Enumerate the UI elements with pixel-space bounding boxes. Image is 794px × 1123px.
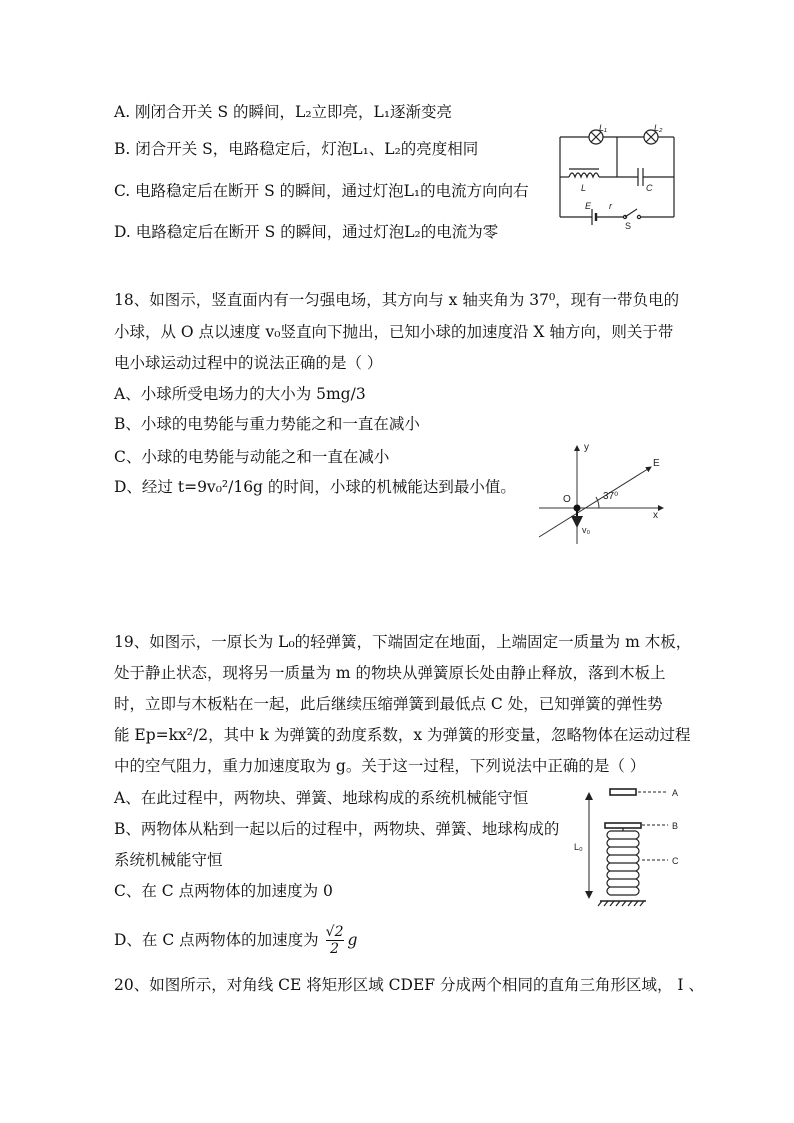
q19-option-a: A、在此过程中，两物块、弹簧、地球构成的系统机械能守恒 bbox=[114, 789, 529, 807]
q17-option-d: D. 电路稳定后在断开 S 的瞬间，通过灯泡L₂的电流为零 bbox=[114, 223, 499, 241]
label-switch: S bbox=[625, 221, 632, 231]
q19-option-d bbox=[114, 922, 357, 958]
label-v0: v₀ bbox=[582, 525, 591, 535]
q17-option-c: C. 电路稳定后在断开 S 的瞬间，通过灯泡L₁的电流方向向右 bbox=[114, 182, 529, 200]
q17-option-a: A. 刚闭合开关 S 的瞬间，L₂立即亮，L₁逐渐变亮 bbox=[114, 103, 453, 121]
spring-figure bbox=[572, 784, 690, 912]
q19-option-d-prefix: D、在 C 点两物体的加速度为 bbox=[114, 931, 319, 949]
q19-stem-line-2: 处于静止状态，现将另一质量为 m 的物块从弹簧原长处由静止释放，落到木板上 bbox=[114, 664, 666, 682]
q18-option-b: B、小球的电势能与重力势能之和一直在减小 bbox=[114, 415, 420, 433]
q19-option-c: C、在 C 点两物体的加速度为 0 bbox=[114, 882, 333, 900]
q18-stem-line-1: 18、如图示，竖直面内有一匀强电场，其方向与 x 轴夹角为 37⁰，现有一带负电的 bbox=[114, 291, 680, 309]
q19-option-b-cont: 系统机械能守恒 bbox=[114, 851, 223, 869]
q19-stem-line-5: 中的空气阻力，重力加速度取为 g。关于这一过程，下列说法中正确的是（ ） bbox=[114, 757, 646, 775]
q18-stem-line-2: 小球，从 O 点以速度 v₀竖直向下抛出，已知小球的加速度沿 X 轴方向，则关于带 bbox=[114, 323, 674, 341]
label-l1: L₁ bbox=[599, 123, 607, 133]
label-r: r bbox=[609, 201, 612, 211]
q19-option-b: B、两物体从粘到一起以后的过程中，两物块、弹簧、地球构成的 bbox=[114, 820, 560, 838]
field-figure bbox=[533, 440, 673, 546]
q18-option-a: A、小球所受电场力的大小为 5mg/3 bbox=[114, 385, 366, 403]
fraction-suffix: g bbox=[347, 931, 358, 949]
label-l0: L₀ bbox=[574, 842, 583, 852]
label-inductor: L bbox=[581, 183, 587, 193]
label-emf: E bbox=[585, 201, 592, 211]
label-y-axis: y bbox=[584, 442, 589, 453]
label-a: A bbox=[672, 788, 679, 798]
q19-stem-line-1: 19、如图示，一原长为 L₀的轻弹簧，下端固定在地面，上端固定一质量为 m 木板， bbox=[114, 633, 692, 651]
label-l2: L₂ bbox=[654, 123, 663, 133]
q18-stem-line-3: 电小球运动过程中的说法正确的是（ ） bbox=[114, 354, 383, 372]
fraction-denominator: 2 bbox=[330, 940, 340, 957]
q18-option-d: D、经过 t=9v₀²/16g 的时间，小球的机械能达到最小值。 bbox=[114, 478, 516, 496]
q19-option-d-fraction bbox=[324, 924, 346, 957]
circuit-figure bbox=[553, 122, 683, 232]
label-angle: 37⁰ bbox=[603, 491, 619, 502]
label-capacitor: C bbox=[646, 183, 653, 193]
label-origin: O bbox=[563, 494, 571, 505]
q20-stem-line-1: 20、如图所示，对角线 CE 将矩形区域 CDEF 分成两个相同的直角三角形区域， Ⅰ 、 bbox=[114, 976, 704, 994]
q18-option-c: C、小球的电势能与动能之和一直在减小 bbox=[114, 448, 390, 466]
q19-stem-line-3: 时，立即与木板粘在一起，此后继续压缩弹簧到最低点 C 处，已知弹簧的弹性势 bbox=[114, 695, 663, 713]
q17-option-b: B. 闭合开关 S，电路稳定后，灯泡L₁、L₂的亮度相同 bbox=[114, 140, 479, 158]
fraction-numerator: √2 bbox=[325, 923, 344, 940]
label-field-e: E bbox=[653, 458, 660, 469]
q19-stem-line-4: 能 Ep=kx²/2，其中 k 为弹簧的劲度系数，x 为弹簧的形变量，忽略物体在运动过程 bbox=[114, 726, 691, 744]
label-b: B bbox=[672, 821, 679, 831]
label-x-axis: x bbox=[653, 510, 658, 521]
label-c: C bbox=[672, 856, 679, 866]
